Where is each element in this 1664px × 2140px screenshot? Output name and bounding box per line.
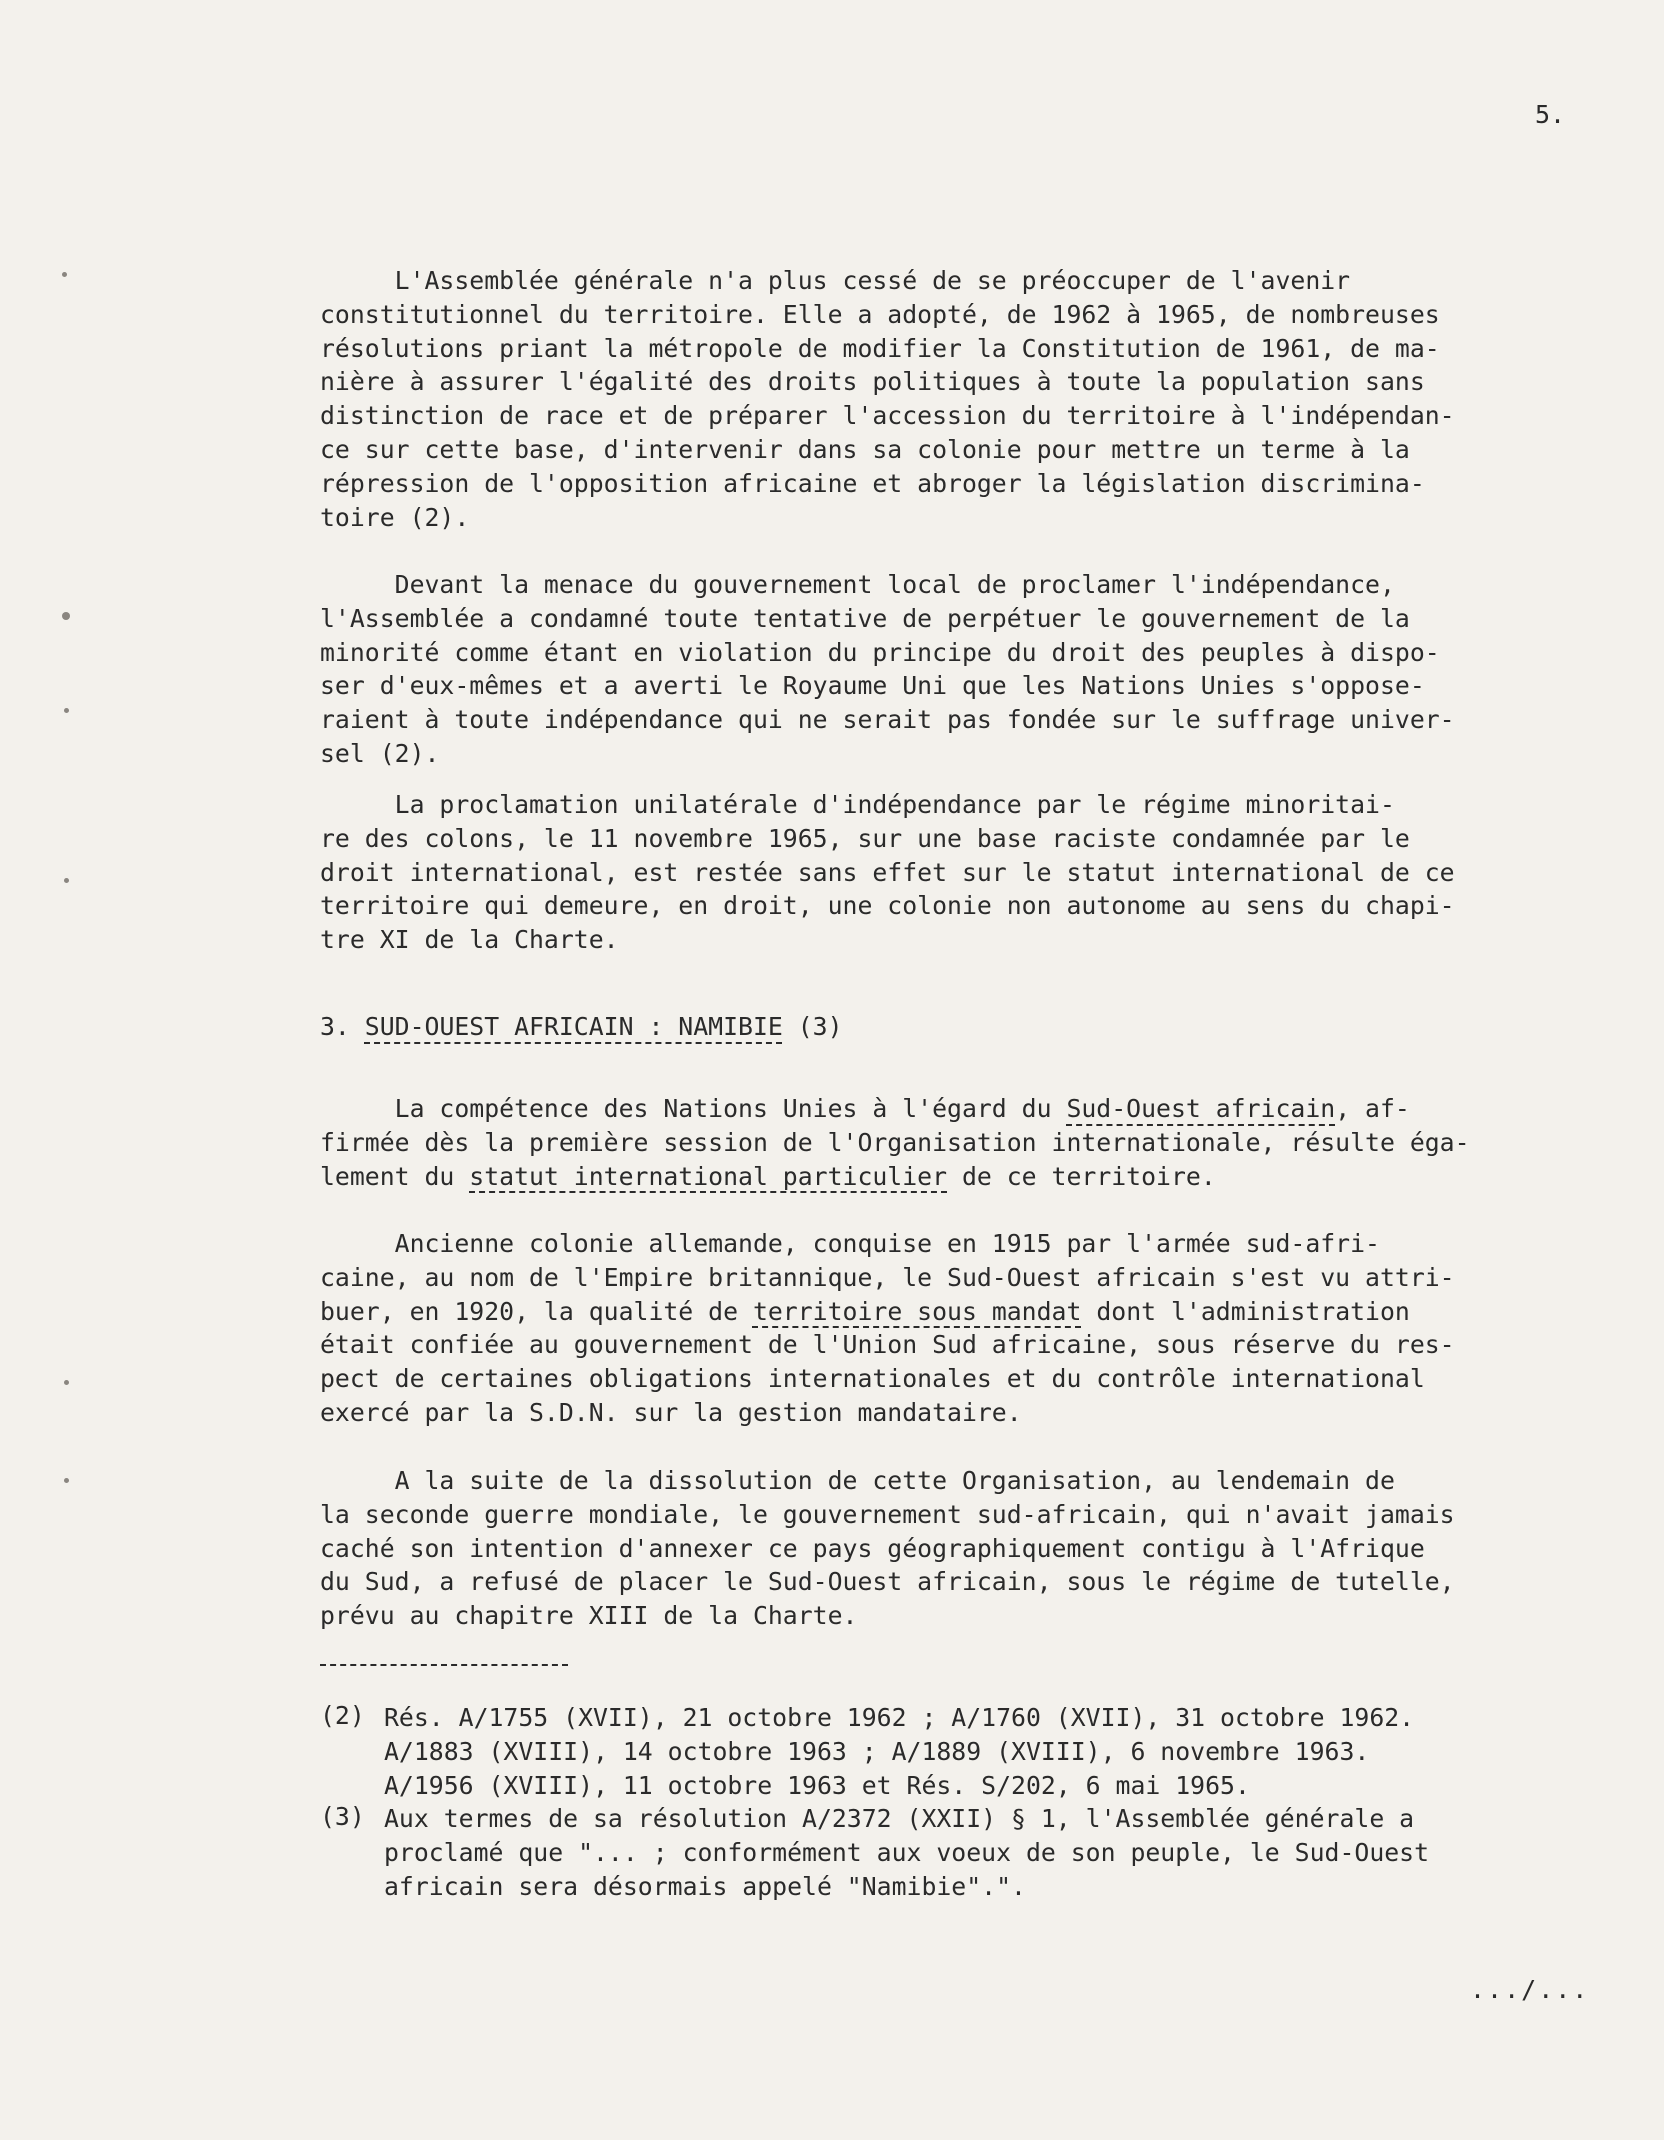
footnote-text [384,1802,1604,1903]
text-line: ser d'eux-mêmes et a averti le Royaume Uni que les Nations Unies s'oppose- [320,671,1425,701]
text-line: Aux termes de sa résolution A/2372 (XXII) § 1, l'Assemblée générale a [384,1804,1415,1833]
text-line: A la suite de la dissolution de cette Organisation, au lendemain de [320,1466,1395,1495]
paragraph [320,1464,1602,1633]
section-number: 3. [320,1012,350,1041]
text-line: proclamé que "... ; conformément aux voeux de son peuple, le Sud-Ouest [384,1837,1430,1867]
section-reference: (3) [797,1012,843,1041]
text-line: sel (2). [320,738,440,768]
footnote-marker: (3) [320,1802,365,1831]
text-line: Ancienne colonie allemande, conquise en 1915 par l'armée sud-afri- [320,1229,1380,1258]
text-line: L'Assemblée générale n'a plus cessé de se préoccuper de l'avenir [320,266,1351,295]
text-line: ce sur cette base, d'intervenir dans sa colonie pour mettre un terme à la [320,434,1410,464]
underlined-term: territoire sous mandat [752,1296,1082,1326]
scan-speck [62,612,70,620]
scan-speck [64,878,69,883]
text-line: caché son intention d'annexer ce pays géographiquement contigu à l'Afrique [320,1533,1425,1563]
text-line: caine, au nom de l'Empire britannique, le Sud-Ouest africain s'est vu attri- [320,1262,1455,1292]
text-line: territoire qui demeure, en droit, une colonie non autonome au sens du chapi- [320,891,1455,921]
footnote-text [384,1701,1604,1802]
paragraph [320,264,1602,534]
page-number: 5. [1535,100,1566,129]
footnote-marker: (2) [320,1701,365,1730]
text-line: pect de certaines obligations internationales et du contrôle international [320,1364,1425,1394]
text-line: minorité comme étant en violation du principe du droit des peuples à dispo- [320,637,1440,667]
text-line: africain sera désormais appelé "Namibie".". [384,1871,1026,1901]
scan-speck [64,708,69,713]
text-line: prévu au chapitre XIII de la Charte. [320,1601,858,1631]
text-line: A/1956 (XVIII), 11 octobre 1963 et Rés. S/202, 6 mai 1965. [384,1770,1250,1800]
text-line: A/1883 (XVIII), 14 octobre 1963 ; A/1889 (XVIII), 6 novembre 1963. [384,1736,1370,1766]
paragraph [320,1227,1602,1430]
text-line: Rés. A/1755 (XVII), 21 octobre 1962 ; A/1760 (XVII), 31 octobre 1962. [384,1703,1415,1732]
paragraph [320,1092,1602,1193]
underlined-term: statut international particulier [469,1161,948,1191]
text-line: la seconde guerre mondiale, le gouvernement sud-africain, qui n'avait jamais [320,1499,1455,1529]
text-line: La proclamation unilatérale d'indépendance par le régime minoritai- [320,790,1395,819]
text-line: était confiée au gouvernement de l'Union Sud africaine, sous réserve du res- [320,1330,1455,1360]
footnote-separator [320,1664,568,1666]
section-title: SUD-OUEST AFRICAIN : NAMIBIE [364,1012,783,1041]
text-line: La compétence des Nations Unies à l'égard du Sud-Ouest africain, af- [320,1094,1410,1123]
scan-speck [64,1478,69,1483]
text-line: buer, en 1920, la qualité de territoire sous mandat dont l'administration [320,1296,1410,1326]
text-line: droit international, est restée sans effet sur le statut international de ce [320,857,1455,887]
text-line: répression de l'opposition africaine et abroger la législation discrimina- [320,468,1425,498]
text-line: distinction de race et de préparer l'accession du territoire à l'indépendan- [320,401,1455,431]
text-line: constitutionnel du territoire. Elle a adopté, de 1962 à 1965, de nombreuses [320,299,1440,329]
underlined-term: Sud-Ouest africain [1066,1094,1336,1123]
text-line: re des colons, le 11 novembre 1965, sur une base raciste condamnée par le [320,823,1410,853]
text-line: nière à assurer l'égalité des droits politiques à toute la population sans [320,367,1425,397]
paragraph [320,788,1602,957]
scan-speck [64,1380,69,1385]
scan-speck [62,272,67,277]
text-line: résolutions priant la métropole de modifier la Constitution de 1961, de ma- [320,333,1440,363]
text-line: l'Assemblée a condamné toute tentative de perpétuer le gouvernement de la [320,603,1410,633]
continuation-mark: .../... [1470,1975,1590,2004]
text-line: lement du statut international particulier de ce territoire. [320,1161,1216,1191]
text-line: tre XI de la Charte. [320,925,619,955]
text-line: du Sud, a refusé de placer le Sud-Ouest africain, sous le régime de tutelle, [320,1567,1455,1597]
paragraph [320,568,1602,771]
text-line: toire (2). [320,502,470,532]
text-line: firmée dès la première session de l'Organisation internationale, résulte éga- [320,1127,1470,1157]
text-line: exercé par la S.D.N. sur la gestion mandataire. [320,1397,1022,1427]
text-line: raient à toute indépendance qui ne serait pas fondée sur le suffrage univer- [320,705,1455,735]
section-heading [320,1010,1602,1044]
text-line: Devant la menace du gouvernement local de proclamer l'indépendance, [320,570,1395,599]
